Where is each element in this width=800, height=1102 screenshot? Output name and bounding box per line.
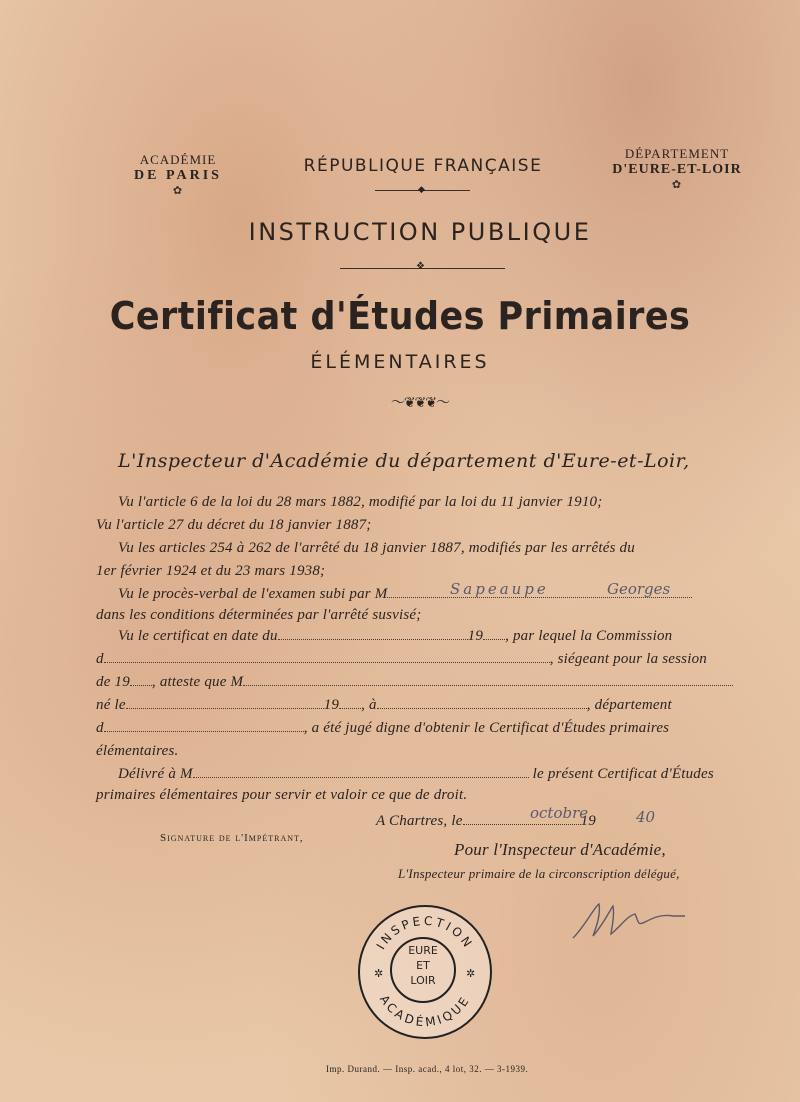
department-label: , département [586, 697, 672, 713]
inspecteur-primaire-label: L'Inspecteur primaire de la circonscription délégué, [398, 866, 680, 881]
birthdate-dotted-line [126, 707, 324, 709]
stamp-center-line1: EURE [408, 944, 438, 957]
body-line-10 [96, 697, 672, 714]
date-dotted-line [278, 638, 468, 640]
body-line-8-end: , siégeant pour la session [549, 651, 707, 667]
body-line-4: 1er février 1924 et du 23 mars 1938; [96, 563, 326, 579]
ornament-icon: ✿ [671, 179, 683, 191]
birth-year-dotted-line [339, 707, 361, 709]
birthplace-label: , à [361, 697, 377, 713]
handwritten-year: 40 [636, 808, 656, 826]
instruction-heading: INSTRUCTION PUBLIQUE [248, 218, 592, 246]
body-line-12: élémentaires. [96, 743, 179, 759]
certificate-subtitle: ÉLÉMENTAIRES [310, 351, 490, 373]
certificate-title: Certificat d'Études Primaires [109, 294, 691, 338]
signature-impetrant-label: Signature de l'Impétrant, [160, 832, 304, 844]
body-line-8 [96, 651, 707, 668]
stamp-star-left-icon: ✲ [374, 968, 384, 980]
body-line-11-text: , a été jugé digne d'obtenir le Certificat d'Études primaires [303, 720, 670, 736]
handwritten-firstname: Georges [607, 580, 671, 598]
departement-line2: D'EURE-ET-LOIR [612, 162, 742, 177]
academie-label [118, 152, 238, 197]
ornament-icon: ✿ [172, 185, 184, 197]
stamp-top-text-path: INSPECTION [373, 913, 477, 952]
year-prefix: 19 [467, 628, 484, 644]
handwritten-surname: Sapeaupe [450, 580, 549, 598]
body-line-11 [96, 720, 669, 737]
ornament-dot-icon: ❖ [416, 261, 425, 272]
body-line-13-end: le présent Certificat d'Études [532, 766, 714, 782]
body-line-13 [118, 766, 714, 783]
year-dotted-line [483, 638, 505, 640]
commission-dotted-line [104, 661, 550, 663]
stamp-center-line3: LOIR [410, 974, 436, 987]
stamp-center [390, 937, 456, 1003]
body-line-9-text: , atteste que M [151, 674, 244, 690]
academie-line2: DE PARIS [134, 168, 222, 183]
departement-label [592, 146, 762, 191]
birth-year-prefix: 19 [323, 697, 340, 713]
session-dotted-line [130, 684, 152, 686]
diamond-icon: ◆ [418, 184, 425, 194]
republique-label: RÉPUBLIQUE FRANÇAISE [303, 156, 543, 176]
body-line-1: Vu l'article 6 de la loi du 28 mars 1882, modifié par la loi du 11 janvier 1910; [118, 494, 603, 510]
flourish-icon: 〜❦❦❦〜 [390, 396, 450, 411]
delivered-dotted-line [193, 776, 529, 778]
signed-year-prefix: 19 [580, 813, 596, 829]
body-line-7-text: Vu le certificat en date du [118, 628, 278, 644]
stamp-bottom-text-path: ACADÉMIQUE [376, 992, 474, 1030]
academie-line1: ACADÉMIE [139, 152, 217, 167]
birthplace-dotted-line [377, 707, 587, 709]
body-line-7 [118, 628, 672, 645]
inspector-heading: L'Inspecteur d'Académie du département d'Eure-et-Loir, [118, 450, 690, 472]
pour-inspecteur-label: Pour l'Inspecteur d'Académie, [454, 840, 666, 859]
stamp-center-line2: ET [416, 959, 430, 972]
body-line-11-prefix: d [96, 720, 104, 736]
candidate-dotted-line [243, 684, 733, 686]
delivered-to-label: Délivré à M [118, 766, 193, 782]
born-label: né le [96, 697, 126, 713]
body-line-2: Vu l'article 27 du décret du 18 janvier 1887; [96, 517, 372, 533]
date-signed-dotted-line [463, 823, 581, 825]
body-line-14: primaires élémentaires pour servir et valoir ce que de droit. [96, 787, 468, 803]
printer-footer: Imp. Durand. — Insp. acad., 4 lot, 32. — 3-1939. [326, 1064, 529, 1074]
body-line-9 [96, 674, 733, 691]
body-line-5-text: Vu le procès-verbal de l'examen subi par M [118, 586, 388, 602]
session-prefix: de 19 [96, 674, 130, 690]
handwritten-month: octobre [530, 804, 589, 822]
body-line-8-prefix: d [96, 651, 104, 667]
body-line-3: Vu les articles 254 à 262 de l'arrêté du 18 janvier 1887, modifiés par les arrêtés du [118, 540, 635, 556]
place-label: A Chartres, le [376, 813, 463, 829]
stamp-star-right-icon: ✲ [466, 968, 476, 980]
academic-stamp [358, 905, 492, 1039]
body-line-6: dans les conditions déterminées par l'arrêté susvisé; [96, 607, 422, 623]
department-dotted-line [104, 730, 304, 732]
departement-line1: DÉPARTEMENT [624, 146, 730, 161]
signature-scribble [565, 896, 695, 946]
body-line-7-end: , par lequel la Commission [505, 628, 673, 644]
